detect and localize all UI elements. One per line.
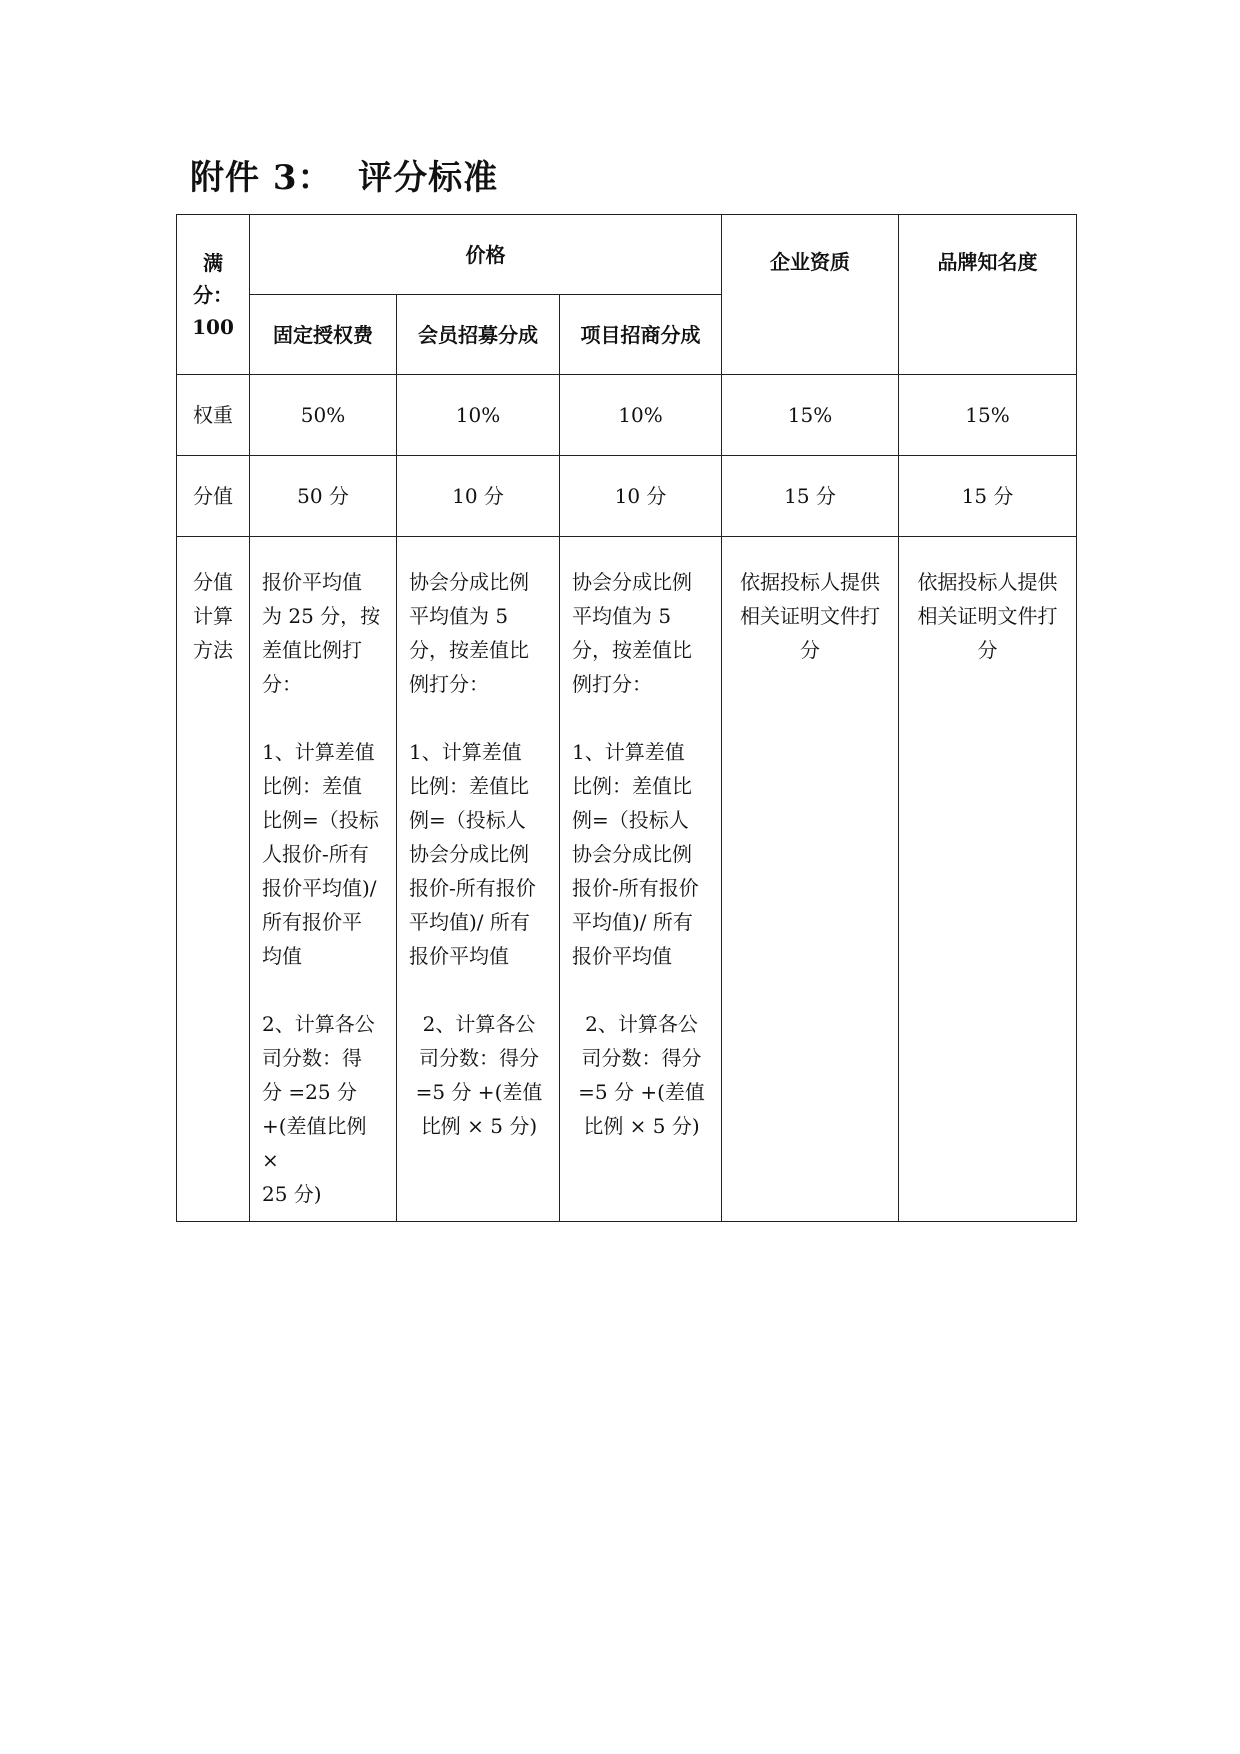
project-share-intro: 协会分成比例 平均值为 5 分，按差值比 例打分： bbox=[572, 570, 692, 696]
member-share-step2: 2、计算各公 司分数：得分 =5 分 +(差值 比例 × 5 分) bbox=[415, 1012, 543, 1138]
score-project-share: 10 分 bbox=[560, 456, 722, 537]
qualification-header: 企业资质 bbox=[722, 215, 899, 375]
fixed-fee-step2: 2、计算各公 司分数：得 分 =25 分 +(差值比例 × 25 分) bbox=[262, 1012, 375, 1206]
project-share-step1: 1、计算差值 比例：差值比 例=（投标人 协会分成比例 报价-所有报价 平均值)/ 所有 报价平均值 bbox=[572, 740, 699, 968]
member-share-intro: 协会分成比例 平均值为 5 分，按差值比 例打分： bbox=[409, 570, 529, 696]
scoring-table bbox=[176, 214, 1077, 1222]
fixed-fee-intro: 报价平均值 为 25 分，按 差值比例打 分： bbox=[262, 570, 381, 696]
method-fixed-fee bbox=[250, 537, 397, 1222]
score-fixed-fee: 50 分 bbox=[250, 456, 397, 537]
page-title: 附件 3： 评分标准 bbox=[190, 158, 499, 198]
brand-header: 品牌知名度 bbox=[899, 215, 1077, 375]
weight-row bbox=[177, 375, 1077, 456]
method-project-share bbox=[560, 537, 722, 1222]
fixed-fee-header: 固定授权费 bbox=[250, 295, 397, 375]
member-share-header: 会员招募分成 bbox=[397, 295, 560, 375]
price-header: 价格 bbox=[250, 215, 722, 295]
method-member-share bbox=[397, 537, 560, 1222]
method-row bbox=[177, 537, 1077, 1222]
score-label: 分值 bbox=[177, 456, 250, 537]
score-row bbox=[177, 456, 1077, 537]
project-share-step2: 2、计算各公 司分数：得分 =5 分 +(差值 比例 × 5 分) bbox=[578, 1012, 705, 1138]
method-label: 分值 计算 方法 bbox=[177, 537, 250, 1222]
member-share-step1: 1、计算差值 比例：差值比 例=（投标人 协会分成比例 报价-所有报价 平均值)/ 所有 报价平均值 bbox=[409, 740, 536, 968]
method-brand: 依据投标人提供 相关证明文件打 分 bbox=[899, 537, 1077, 1222]
full-score-line3: 100 bbox=[192, 314, 234, 339]
score-brand: 15 分 bbox=[899, 456, 1077, 537]
fixed-fee-step1: 1、计算差值 比例：差值 比例=（投标 人报价-所有 报价平均值)/ 所有报价平 均值 bbox=[262, 740, 379, 968]
full-score-line1: 满 bbox=[203, 250, 223, 275]
full-score-header bbox=[177, 215, 250, 375]
weight-fixed-fee: 50% bbox=[250, 375, 397, 456]
weight-qualification: 15% bbox=[722, 375, 899, 456]
full-score-line2: 分： bbox=[193, 282, 233, 307]
score-member-share: 10 分 bbox=[397, 456, 560, 537]
weight-label: 权重 bbox=[177, 375, 250, 456]
project-share-header: 项目招商分成 bbox=[560, 295, 722, 375]
method-qualification: 依据投标人提供 相关证明文件打 分 bbox=[722, 537, 899, 1222]
weight-project-share: 10% bbox=[560, 375, 722, 456]
weight-member-share: 10% bbox=[397, 375, 560, 456]
score-qualification: 15 分 bbox=[722, 456, 899, 537]
weight-brand: 15% bbox=[899, 375, 1077, 456]
